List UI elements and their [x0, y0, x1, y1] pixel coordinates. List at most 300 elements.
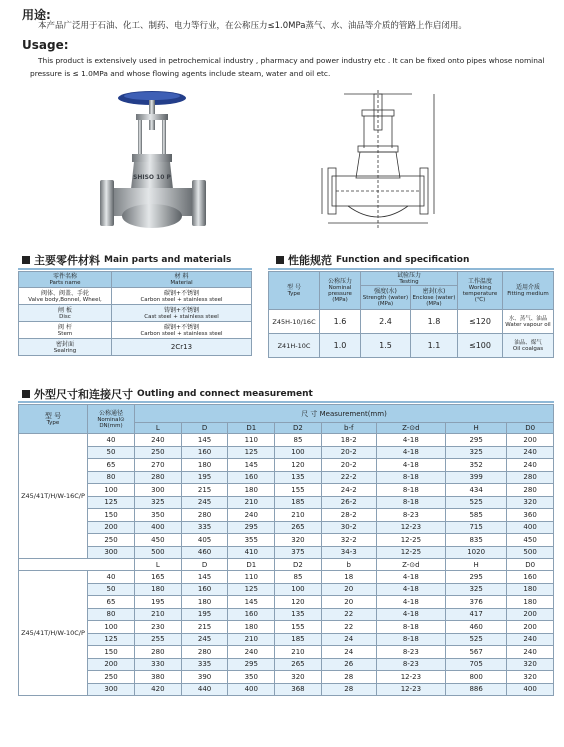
dims-value-cell: 180	[135, 583, 182, 596]
parts-title-cn: 主要零件材料	[34, 254, 100, 267]
dims-columns-row	[19, 559, 554, 571]
dims-column-header: H	[446, 423, 507, 434]
dims-value-cell: 32-2	[321, 534, 376, 547]
dims-value-cell: 280	[135, 471, 182, 484]
perf-title-en: Function and specification	[336, 255, 470, 265]
dims-dn-cell: 250	[88, 671, 135, 684]
dims-value-cell: 180	[181, 459, 228, 472]
dims-value-cell: 280	[181, 646, 228, 659]
dims-title-en: Outling and connect measurement	[137, 389, 313, 399]
dims-value-cell: 434	[446, 484, 507, 497]
parts-section-title	[22, 252, 231, 268]
dims-value-cell: 400	[507, 683, 554, 696]
dims-value-cell: 26	[321, 658, 376, 671]
dims-value-cell: 320	[275, 671, 322, 684]
dims-value-cell: 195	[181, 471, 228, 484]
parts-name-header-en: Parts name	[49, 280, 81, 286]
dims-row	[19, 658, 554, 671]
dims-value-cell: 20	[321, 596, 376, 609]
dims-value-cell: 835	[446, 534, 507, 547]
dims-row	[19, 671, 554, 684]
parts-material-header	[112, 272, 252, 288]
dims-value-cell: 280	[507, 484, 554, 497]
dims-value-cell: 180	[181, 596, 228, 609]
dims-value-cell: 325	[135, 496, 182, 509]
perf-temp-cell: ≤100	[458, 334, 503, 358]
usage-en-title: Usage:	[22, 38, 69, 52]
dims-value-cell: 250	[135, 446, 182, 459]
dims-value-cell: 18	[321, 571, 376, 584]
dims-type-cell: Z45/41T/H/W-10C/P	[19, 571, 88, 696]
dims-value-cell: 375	[275, 546, 322, 559]
dims-dn-cell: 200	[88, 521, 135, 534]
dims-value-cell: 12-23	[376, 521, 445, 534]
dims-value-cell: 350	[135, 509, 182, 522]
dims-value-cell: 180	[507, 596, 554, 609]
dims-value-cell: 125	[228, 446, 275, 459]
dims-value-cell: 8-23	[376, 658, 445, 671]
dims-value-cell: 28-2	[321, 509, 376, 522]
dims-value-cell: 245	[181, 496, 228, 509]
dims-column-header: H	[446, 559, 507, 571]
part-material-cn: 铸钢+不锈钢	[163, 306, 200, 314]
dims-value-cell: 240	[507, 446, 554, 459]
dims-value-cell: 24	[321, 646, 376, 659]
perf-strength-cell: 1.5	[361, 334, 411, 358]
perf-temp-cell: ≤120	[458, 310, 503, 334]
dims-value-cell: 8-18	[376, 471, 445, 484]
dims-value-cell: 4-18	[376, 459, 445, 472]
usage-en-line1: This product is extensively used in petrochemical industry , pharmacy and power industry etc . It can be fixed onto pipes whose nominal	[38, 56, 545, 65]
dims-value-cell: 440	[181, 683, 228, 696]
perf-row	[269, 310, 554, 334]
dims-measurement-header: 尺 寸 Measurement(mm)	[135, 405, 554, 423]
dims-value-cell: 400	[228, 683, 275, 696]
dims-value-cell: 12-25	[376, 534, 445, 547]
dims-value-cell: 450	[135, 534, 182, 547]
parts-title-en: Main parts and materials	[104, 255, 232, 265]
perf-np-header-cn: 公称压力	[327, 278, 352, 285]
dims-value-cell: 12-25	[376, 546, 445, 559]
dims-dn-cell: 150	[88, 646, 135, 659]
perf-row	[269, 334, 554, 358]
dims-value-cell: 500	[507, 546, 554, 559]
dims-dn-cell: 300	[88, 683, 135, 696]
dims-value-cell: 325	[446, 446, 507, 459]
dims-value-cell: 4-18	[376, 608, 445, 621]
perf-strength-header-unit: (MPa)	[377, 301, 394, 307]
dims-value-cell: 352	[446, 459, 507, 472]
dims-value-cell: 85	[275, 571, 322, 584]
perf-enclose-header-unit: (MPa)	[426, 301, 442, 307]
dims-row	[19, 509, 554, 522]
dims-value-cell: 420	[135, 683, 182, 696]
dims-value-cell: 399	[446, 471, 507, 484]
perf-temp-header-cn: 工作温度	[467, 278, 492, 285]
dims-table	[18, 404, 554, 696]
parts-row	[19, 339, 252, 356]
dims-value-cell: 22	[321, 621, 376, 634]
dims-value-cell: 165	[135, 571, 182, 584]
dims-column-header: L	[135, 423, 182, 434]
dims-dn-cell: 50	[88, 583, 135, 596]
dims-value-cell: 8-18	[376, 621, 445, 634]
dims-row	[19, 646, 554, 659]
parts-row	[19, 322, 252, 339]
dims-row	[19, 608, 554, 621]
gate-valve-photo	[100, 88, 210, 243]
dims-value-cell: 350	[228, 671, 275, 684]
dims-value-cell: 160	[228, 471, 275, 484]
dims-value-cell: 145	[181, 434, 228, 447]
part-name-en: Valve body,Bonnel, Wheel,	[28, 296, 102, 303]
dims-value-cell: 180	[228, 621, 275, 634]
dims-value-cell: 240	[507, 646, 554, 659]
parts-table	[18, 271, 252, 356]
usage-cn-title: 用途:	[22, 8, 51, 22]
perf-enclose-header-en: Enclose (water)	[412, 295, 456, 301]
dims-column-header: D2	[275, 559, 322, 571]
dims-value-cell: 390	[181, 671, 228, 684]
dims-value-cell: 195	[181, 608, 228, 621]
dims-type-cell: Z45/41T/H/W-16C/P	[19, 434, 88, 559]
dims-row	[19, 571, 554, 584]
usage-en-line2: pressure is ≤ 1.0MPa and whose flowing agents include steam, water and oil etc.	[30, 69, 331, 78]
dims-type-header-en: Type	[46, 420, 60, 426]
parts-header-row	[19, 272, 252, 288]
dims-dn-cell: 100	[88, 621, 135, 634]
dims-section-title	[22, 386, 313, 402]
dims-column-header: Z-⊙d	[376, 559, 445, 571]
dims-column-header: D1	[228, 423, 275, 434]
dims-row	[19, 484, 554, 497]
perf-enclose-cell: 1.8	[410, 310, 457, 334]
bullet-square-icon	[22, 256, 30, 264]
dims-dn-cell: 80	[88, 471, 135, 484]
dims-value-cell: 155	[275, 484, 322, 497]
usage-cn-text: 本产品广泛用于石油、化工、制药、电力等行业，在公称压力≤1.0MPa蒸气、水、油品等介质的管路上作启闭用。	[38, 21, 467, 31]
dims-dn-header-cn: 公称通径	[98, 409, 123, 417]
dims-column-header: Z-⊙d	[376, 423, 445, 434]
dims-value-cell: 320	[507, 671, 554, 684]
dims-value-cell: 500	[135, 546, 182, 559]
dims-value-cell: 800	[446, 671, 507, 684]
dims-dn-cell: 40	[88, 434, 135, 447]
dims-column-header: D0	[507, 559, 554, 571]
dims-value-cell: 30-2	[321, 521, 376, 534]
dims-value-cell: 110	[228, 434, 275, 447]
part-name-en: Stem	[57, 330, 73, 337]
dims-row	[19, 683, 554, 696]
parts-material-header-cn: 材 料	[174, 273, 189, 280]
dims-value-cell: 380	[135, 671, 182, 684]
dims-dn-cell: 150	[88, 509, 135, 522]
dims-row	[19, 434, 554, 447]
dims-value-cell: 265	[275, 658, 322, 671]
perf-np-cell: 1.0	[320, 334, 361, 358]
dims-value-cell: 180	[507, 583, 554, 596]
dims-value-cell: 120	[275, 596, 322, 609]
dims-value-cell: 85	[275, 434, 322, 447]
dims-value-cell: 8-18	[376, 633, 445, 646]
dims-value-cell: 215	[181, 621, 228, 634]
dims-value-cell: 22-2	[321, 471, 376, 484]
dims-value-cell: 100	[275, 446, 322, 459]
dims-value-cell: 210	[228, 496, 275, 509]
dims-column-header: b	[321, 559, 376, 571]
dims-value-cell: 8-23	[376, 509, 445, 522]
dims-header-row	[19, 405, 554, 423]
dims-value-cell: 1020	[446, 546, 507, 559]
parts-row	[19, 288, 252, 305]
dims-value-cell: 4-18	[376, 446, 445, 459]
dims-value-cell: 12-23	[376, 683, 445, 696]
dims-value-cell: 8-18	[376, 484, 445, 497]
dims-dn-header-unit: DN(mm)	[99, 422, 123, 429]
bullet-square-icon	[22, 390, 30, 398]
dims-value-cell: 460	[181, 546, 228, 559]
dims-value-cell: 525	[446, 633, 507, 646]
dims-value-cell: 255	[135, 633, 182, 646]
dims-value-cell: 240	[135, 434, 182, 447]
dims-column-header: b-f	[321, 423, 376, 434]
part-name-cn: 阀 杆	[58, 323, 72, 331]
dims-value-cell: 185	[275, 633, 322, 646]
perf-temp-header-en: Working temperature	[462, 285, 498, 297]
perf-enclose-header-cn: 密封(水)	[422, 288, 446, 295]
dims-row	[19, 546, 554, 559]
dims-row	[19, 471, 554, 484]
dims-value-cell: 160	[181, 583, 228, 596]
dims-value-cell: 325	[446, 583, 507, 596]
dims-dn-cell: 80	[88, 608, 135, 621]
perf-type-header-en: Type	[287, 291, 301, 297]
dims-value-cell: 417	[446, 608, 507, 621]
dims-value-cell: 525	[446, 496, 507, 509]
dims-value-cell: 360	[507, 509, 554, 522]
perf-strength-header-cn: 强度(水)	[374, 288, 397, 295]
dims-value-cell: 22	[321, 608, 376, 621]
part-name-en: Disc	[59, 313, 71, 320]
dims-value-cell: 24	[321, 633, 376, 646]
dims-dn-cell: 40	[88, 571, 135, 584]
perf-strength-header-en: Strength (water)	[362, 295, 409, 301]
dims-column-header: D2	[275, 423, 322, 434]
parts-row	[19, 305, 252, 322]
dims-value-cell: 270	[135, 459, 182, 472]
dims-column-header: D1	[228, 559, 275, 571]
part-material-en: Cast steel + stainless steel	[144, 313, 219, 320]
dims-row	[19, 621, 554, 634]
dims-value-cell: 886	[446, 683, 507, 696]
dims-value-cell: 460	[446, 621, 507, 634]
dims-value-cell: 20-2	[321, 446, 376, 459]
dims-row	[19, 534, 554, 547]
part-material-en: Carbon steel + stainless steel	[140, 330, 223, 337]
dims-column-header: D0	[507, 423, 554, 434]
dims-value-cell: 12-23	[376, 671, 445, 684]
dims-value-cell: 355	[228, 534, 275, 547]
dims-value-cell: 410	[228, 546, 275, 559]
dims-value-cell: 280	[135, 646, 182, 659]
dims-row	[19, 596, 554, 609]
dims-value-cell: 185	[275, 496, 322, 509]
dims-value-cell: 135	[275, 471, 322, 484]
dims-value-cell: 180	[228, 484, 275, 497]
dims-value-cell: 125	[228, 583, 275, 596]
dims-value-cell: 265	[275, 521, 322, 534]
perf-strength-cell: 2.4	[361, 310, 411, 334]
dims-row	[19, 521, 554, 534]
dims-dn-cell: 125	[88, 496, 135, 509]
dims-value-cell: 215	[181, 484, 228, 497]
bullet-square-icon	[276, 256, 284, 264]
dims-value-cell: 210	[275, 509, 322, 522]
valve-casting-text: SHISO 10 P	[133, 174, 171, 181]
dims-value-cell: 135	[275, 608, 322, 621]
dims-value-cell: 210	[275, 646, 322, 659]
dims-title-bar	[18, 401, 554, 403]
perf-table	[268, 271, 554, 358]
part-material-cn: 碳钢+不锈钢	[163, 289, 200, 297]
dims-column-header: D	[181, 423, 228, 434]
dims-dn-cell: 125	[88, 633, 135, 646]
dims-value-cell: 160	[507, 571, 554, 584]
perf-type-header-cn: 型 号	[287, 284, 301, 291]
dims-value-cell: 145	[181, 571, 228, 584]
dims-value-cell: 4-18	[376, 596, 445, 609]
part-material-cn: 2Cr13	[170, 342, 193, 351]
dims-value-cell: 210	[135, 608, 182, 621]
part-material-cn: 碳钢+不锈钢	[163, 323, 200, 331]
dims-value-cell: 585	[446, 509, 507, 522]
parts-name-header	[19, 272, 112, 288]
part-name-cn: 密封面	[55, 340, 74, 348]
dims-value-cell: 280	[181, 509, 228, 522]
perf-medium-en: Water vapour oil	[505, 321, 551, 328]
dims-value-cell: 240	[228, 509, 275, 522]
dims-value-cell: 567	[446, 646, 507, 659]
dims-dn-cell: 200	[88, 658, 135, 671]
dims-value-cell: 400	[135, 521, 182, 534]
dims-value-cell: 28	[321, 671, 376, 684]
dims-value-cell: 145	[228, 459, 275, 472]
dims-value-cell: 120	[275, 459, 322, 472]
perf-section-title	[276, 252, 469, 268]
perf-medium-en: Oil coalgas	[512, 345, 544, 352]
dims-value-cell: 295	[446, 434, 507, 447]
dims-value-cell: 450	[507, 534, 554, 547]
part-name-cn: 阀体、阀盖、手轮	[40, 289, 89, 297]
dims-value-cell: 295	[228, 521, 275, 534]
dims-value-cell: 200	[507, 608, 554, 621]
dims-value-cell: 34-3	[321, 546, 376, 559]
dims-value-cell: 8-18	[376, 496, 445, 509]
dims-dn-header-en: Nominal⊙	[97, 416, 125, 423]
dims-type-header-cn: 型 号	[44, 412, 62, 420]
perf-type-cell: Z45H-10/16C	[269, 310, 320, 334]
dims-value-cell: 230	[135, 621, 182, 634]
part-name-en: Sealring	[53, 347, 77, 354]
dims-dn-cell: 300	[88, 546, 135, 559]
perf-medium-header-en: Fitting medium	[507, 291, 549, 297]
dims-dn-cell: 65	[88, 596, 135, 609]
dims-value-cell: 715	[446, 521, 507, 534]
part-material-en: Carbon steel + stainless steel	[140, 296, 223, 303]
perf-medium-cn: 水、蒸气、油品	[508, 315, 548, 322]
dims-value-cell: 320	[507, 658, 554, 671]
dims-value-cell: 145	[228, 596, 275, 609]
perf-type-cell: Z41H-10C	[269, 334, 320, 358]
perf-np-header-unit: (MPa)	[332, 297, 348, 303]
dims-column-header: L	[135, 559, 182, 571]
parts-name-header-cn: 零件名称	[52, 273, 77, 280]
dims-value-cell: 245	[181, 633, 228, 646]
dims-value-cell: 8-23	[376, 646, 445, 659]
dims-value-cell: 18-2	[321, 434, 376, 447]
perf-medium-cn: 油品、煤气	[514, 339, 542, 346]
dims-value-cell: 320	[275, 534, 322, 547]
dims-value-cell: 24-2	[321, 484, 376, 497]
dims-row	[19, 583, 554, 596]
dims-value-cell: 155	[275, 621, 322, 634]
perf-medium-header-cn: 适用介质	[515, 284, 540, 291]
dims-dn-cell: 250	[88, 534, 135, 547]
dims-value-cell: 368	[275, 683, 322, 696]
dims-value-cell: 705	[446, 658, 507, 671]
dims-value-cell: 320	[507, 496, 554, 509]
dims-value-cell: 280	[507, 471, 554, 484]
dims-row	[19, 496, 554, 509]
dims-value-cell: 110	[228, 571, 275, 584]
dims-value-cell: 335	[181, 658, 228, 671]
perf-title-bar	[268, 268, 554, 270]
dims-value-cell: 20-2	[321, 459, 376, 472]
dims-value-cell: 100	[275, 583, 322, 596]
dims-value-cell: 200	[507, 434, 554, 447]
dims-value-cell: 240	[228, 646, 275, 659]
valve-technical-drawing	[318, 88, 438, 238]
perf-test-header-cn: 试验压力	[396, 272, 421, 279]
dims-row	[19, 446, 554, 459]
dims-spacer-cell	[19, 559, 135, 571]
dims-value-cell: 330	[135, 658, 182, 671]
parts-material-header-en: Material	[170, 280, 193, 286]
perf-np-header-en: Nominal pressure	[328, 285, 352, 297]
parts-title-bar	[18, 268, 252, 270]
dims-dn-cell: 100	[88, 484, 135, 497]
dims-dn-cell: 50	[88, 446, 135, 459]
dims-column-header: D	[181, 559, 228, 571]
dims-row	[19, 633, 554, 646]
dims-value-cell: 160	[181, 446, 228, 459]
dims-value-cell: 195	[135, 596, 182, 609]
dims-value-cell: 295	[446, 571, 507, 584]
dims-value-cell: 240	[507, 633, 554, 646]
dims-value-cell: 20	[321, 583, 376, 596]
dims-value-cell: 4-18	[376, 571, 445, 584]
perf-temp-header-unit: (℃)	[474, 297, 486, 303]
dims-value-cell: 405	[181, 534, 228, 547]
perf-np-cell: 1.6	[320, 310, 361, 334]
dims-value-cell: 300	[135, 484, 182, 497]
dims-value-cell: 26-2	[321, 496, 376, 509]
dims-value-cell: 210	[228, 633, 275, 646]
dims-row	[19, 459, 554, 472]
dims-value-cell: 4-18	[376, 583, 445, 596]
dims-value-cell: 28	[321, 683, 376, 696]
dims-value-cell: 160	[228, 608, 275, 621]
